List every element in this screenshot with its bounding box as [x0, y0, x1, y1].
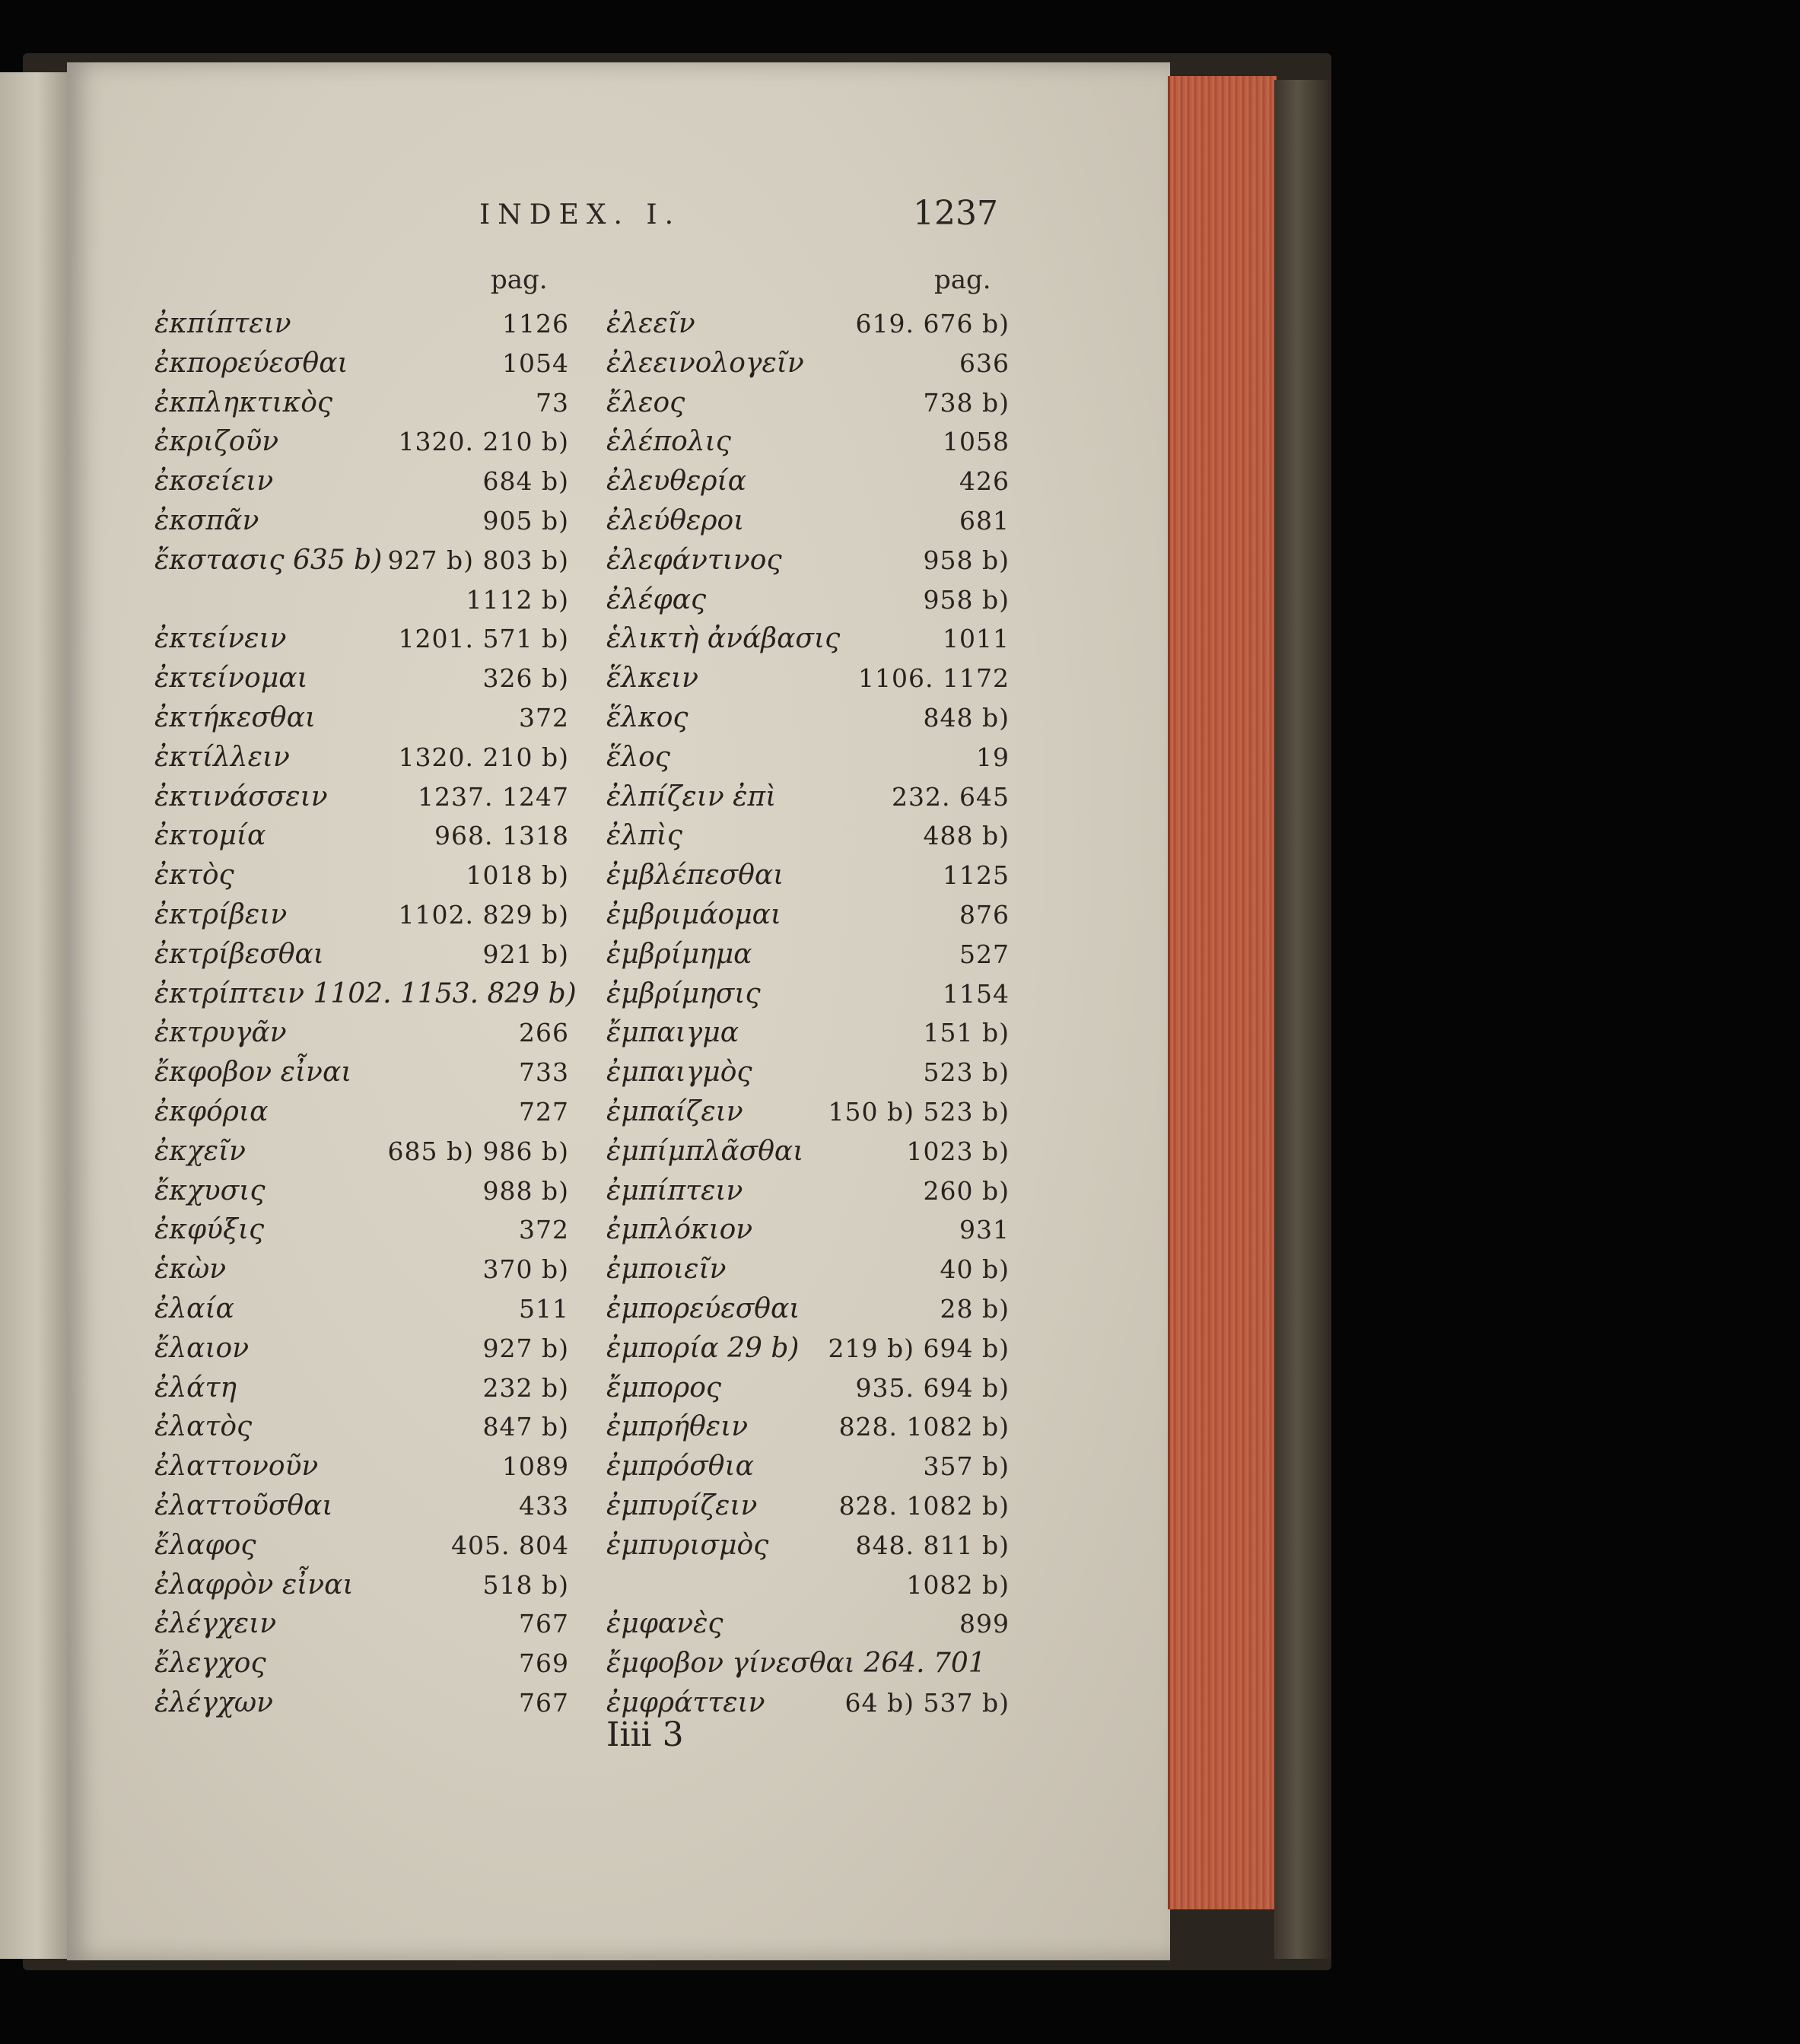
index-entry — [154, 738, 569, 777]
running-head: INDEX. I. — [479, 199, 682, 230]
index-entry — [154, 1683, 569, 1723]
index-term: ἐλάτη — [154, 1372, 237, 1403]
page-reference: 847 b) — [482, 1412, 569, 1442]
cover-leather — [1274, 80, 1331, 1959]
index-term: ἐκπορεύεσθαι — [154, 347, 348, 379]
index-entry — [606, 1644, 1010, 1683]
index-term: ἔκφοβον εἶναι — [154, 1057, 352, 1089]
index-entry — [606, 1250, 1010, 1289]
index-term: ἐκτρίπτειν 1102. 1153. 829 b) — [154, 977, 577, 1009]
page-fore-edge — [1168, 76, 1277, 1909]
page-reference: 828. 1082 b) — [838, 1490, 1010, 1521]
index-entry — [154, 1171, 569, 1211]
page-reference: 769 — [519, 1648, 569, 1679]
index-term: ἐμβρίμημα — [606, 938, 752, 970]
page-reference: 927 b) — [482, 1333, 569, 1363]
index-entry — [154, 659, 569, 698]
index-entry — [606, 1171, 1010, 1211]
page-reference: 738 b) — [923, 387, 1010, 418]
index-term: ἐμβλέπεσθαι — [606, 860, 784, 892]
page-reference: 40 b) — [940, 1254, 1010, 1285]
index-term: ἐλευθερία — [606, 466, 746, 497]
index-entry — [606, 422, 1010, 462]
index-term: ἐλεεῖν — [606, 308, 695, 339]
index-entry — [154, 1092, 569, 1132]
index-term: ἐλαττοῦσθαι — [154, 1489, 333, 1521]
page-reference: 527 — [959, 939, 1010, 969]
page-reference: 232 b) — [482, 1372, 569, 1403]
index-entry — [154, 698, 569, 738]
page-reference: 511 — [519, 1293, 569, 1324]
page-reference: 727 — [519, 1096, 569, 1127]
page-reference: 426 — [959, 466, 1010, 497]
pag-label-left: pag. — [491, 265, 548, 295]
page-reference: 433 — [519, 1490, 569, 1521]
index-term: ἐκριζοῦν — [154, 426, 279, 458]
index-term: ἐμπίμπλᾶσθαι — [606, 1135, 804, 1167]
index-entry — [154, 1368, 569, 1408]
index-entry — [154, 462, 569, 501]
index-term: ἐκτρίβεσθαι — [154, 938, 324, 970]
index-entry — [606, 1566, 1010, 1605]
index-entry — [606, 738, 1010, 777]
index-entry — [606, 895, 1010, 935]
left-index-column — [154, 304, 577, 1723]
index-entry — [606, 856, 1010, 895]
page-reference: 372 — [519, 702, 569, 733]
page-reference: 405. 804 — [451, 1530, 569, 1560]
index-term: ἐκτὸς — [154, 860, 234, 892]
index-term: ἔλεγχος — [154, 1648, 266, 1680]
index-entry — [154, 422, 569, 462]
page-reference: 1320. 210 b) — [398, 427, 569, 457]
index-term: ἐκτήκεσθαι — [154, 701, 316, 733]
index-entry — [606, 1526, 1010, 1566]
index-term: ἐμπρόσθια — [606, 1451, 754, 1483]
index-entry — [606, 659, 1010, 698]
index-term: ἐμπαιγμὸς — [606, 1057, 752, 1089]
page-reference: 1125 — [943, 860, 1010, 891]
index-term: ἐκτίλλειν — [154, 741, 290, 773]
page-reference: 958 b) — [923, 545, 1010, 575]
index-entry — [606, 462, 1010, 501]
page-reference: 372 — [519, 1215, 569, 1245]
index-entry — [606, 935, 1010, 974]
page-reference: 150 b) 523 b) — [828, 1096, 1010, 1127]
page-reference: 958 b) — [923, 584, 1010, 615]
index-term: ἐκσείειν — [154, 466, 274, 497]
page-reference: 73 — [536, 387, 569, 418]
index-term: ἕλκειν — [606, 663, 699, 695]
page-reference: 931 — [959, 1215, 1010, 1245]
index-entry — [154, 777, 569, 817]
page-reference: 935. 694 b) — [855, 1372, 1010, 1403]
index-entry — [606, 1447, 1010, 1486]
index-entry — [154, 1566, 569, 1605]
index-term: ἐμπαίζειν — [606, 1095, 743, 1127]
page-reference: 64 b) 537 b) — [844, 1687, 1010, 1718]
page-reference: 685 b) 986 b) — [387, 1136, 569, 1166]
page-reference: 636 — [959, 348, 1010, 378]
index-term: ἐμπλόκιον — [606, 1214, 753, 1246]
index-entry — [606, 1132, 1010, 1171]
index-term: ἐλεύθεροι — [606, 504, 745, 536]
index-term: ἔλεος — [606, 386, 685, 418]
index-entry — [154, 1250, 569, 1289]
page-reference: 523 b) — [923, 1057, 1010, 1088]
page-reference: 518 b) — [482, 1569, 569, 1600]
page-reference: 1023 b) — [906, 1136, 1010, 1166]
index-entry — [606, 1289, 1010, 1329]
page-reference: 28 b) — [940, 1293, 1010, 1324]
index-term: ἐκτρίβειν — [154, 898, 288, 930]
index-term: ἑκὼν — [154, 1254, 227, 1286]
index-term: ἐμφράττειν — [606, 1686, 765, 1718]
index-entry — [606, 541, 1010, 580]
index-term: ἐλατὸς — [154, 1411, 253, 1443]
page-reference: 1154 — [943, 978, 1010, 1009]
page-reference: 357 b) — [923, 1451, 1010, 1482]
index-entry — [154, 1486, 569, 1526]
page-reference: 921 b) — [482, 939, 569, 969]
index-entry — [154, 383, 569, 423]
index-entry — [154, 344, 569, 383]
page-reference: 767 — [519, 1609, 569, 1639]
index-entry — [154, 1289, 569, 1329]
index-entry — [606, 816, 1010, 856]
index-term: ἐλέφας — [606, 583, 707, 615]
index-term: ἐμπίπτειν — [606, 1175, 743, 1206]
page-reference: 848. 811 b) — [855, 1530, 1010, 1560]
page-reference: 1089 — [502, 1451, 569, 1482]
index-term: ἐλεφάντινος — [606, 544, 782, 576]
page-reference: 151 b) — [923, 1018, 1010, 1048]
index-entry — [154, 816, 569, 856]
page-reference: 733 — [519, 1057, 569, 1088]
index-entry — [606, 1013, 1010, 1053]
page-reference: 681 — [959, 505, 1010, 536]
index-entry — [606, 580, 1010, 620]
index-term: ἐμπυρίζειν — [606, 1489, 758, 1521]
index-entry — [154, 580, 569, 620]
index-entry — [154, 974, 577, 1014]
index-entry — [606, 1486, 1010, 1526]
page-reference: 767 — [519, 1687, 569, 1718]
index-term: ἐμπρήθειν — [606, 1411, 749, 1443]
index-entry — [606, 619, 1010, 659]
index-entry — [154, 935, 569, 974]
index-entry — [606, 1604, 1010, 1644]
index-term: ἕλος — [606, 741, 670, 773]
index-entry — [154, 1407, 569, 1447]
index-term: ἐλέγχων — [154, 1686, 274, 1718]
page-reference: 876 — [959, 899, 1010, 930]
index-entry — [154, 1013, 569, 1053]
page-reference: 370 b) — [482, 1254, 569, 1285]
index-entry — [606, 1053, 1010, 1092]
index-entry — [606, 974, 1010, 1014]
page-reference: 488 b) — [923, 821, 1010, 851]
page-reference: 848 b) — [923, 702, 1010, 733]
page-reference: 1320. 210 b) — [398, 742, 569, 772]
index-term: ἔλαιον — [154, 1332, 250, 1364]
page-reference: 1018 b) — [466, 860, 569, 891]
page-reference: 1126 — [502, 309, 569, 339]
index-term: ἐκπληκτικὸς — [154, 386, 333, 418]
index-entry — [154, 1604, 569, 1644]
index-term: ἐμπυρισμὸς — [606, 1529, 769, 1561]
index-term: ἐκτείνειν — [154, 623, 287, 655]
index-entry — [606, 344, 1010, 383]
page-reference: 1237. 1247 — [418, 781, 569, 812]
page-reference: 1058 — [943, 427, 1010, 457]
index-term: ἐμποιεῖν — [606, 1254, 727, 1286]
index-term: ἔμφοβον γίνεσθαι 264. 701 — [606, 1648, 986, 1680]
page-reference: 684 b) — [482, 466, 569, 497]
index-entry — [154, 1329, 569, 1368]
index-term: ἐλπὶς — [606, 820, 683, 852]
index-entry — [606, 1092, 1010, 1132]
index-entry — [606, 1407, 1010, 1447]
page-reference: 968. 1318 — [434, 821, 569, 851]
index-entry — [606, 1329, 1010, 1368]
index-entry — [154, 501, 569, 541]
index-term: ἐκτρυγᾶν — [154, 1017, 287, 1049]
right-index-column — [606, 304, 1010, 1723]
page-reference: 1102. 829 b) — [398, 899, 569, 930]
pag-label-right: pag. — [934, 265, 991, 295]
index-entry — [154, 1210, 569, 1250]
index-term: ἔκχυσις — [154, 1175, 266, 1206]
page-reference: 1112 b) — [466, 584, 569, 615]
page-reference: 1082 b) — [906, 1569, 1010, 1600]
index-entry — [154, 856, 569, 895]
index-entry — [606, 501, 1010, 541]
index-entry — [606, 1210, 1010, 1250]
index-term: ἑλικτὴ ἀνάβασις — [606, 623, 841, 655]
index-term: ἐκχεῖν — [154, 1135, 246, 1167]
page-reference: 828. 1082 b) — [838, 1412, 1010, 1442]
page-reference: 219 b) 694 b) — [828, 1333, 1010, 1363]
page-reference: 619. 676 b) — [855, 309, 1010, 339]
signature-mark: Iiii 3 — [606, 1715, 684, 1754]
page-reference: 988 b) — [482, 1175, 569, 1206]
index-term: ἐλεεινολογεῖν — [606, 347, 804, 379]
index-term: ἐλπίζειν ἐπὶ — [606, 780, 777, 812]
index-entry — [606, 698, 1010, 738]
index-term: ἐκσπᾶν — [154, 504, 259, 536]
index-term: ἔκστασις 635 b) — [154, 544, 383, 576]
page-reference: 326 b) — [482, 663, 569, 694]
index-term: ἐμφανὲς — [606, 1608, 723, 1640]
index-term: ἐλέγχειν — [154, 1608, 277, 1640]
index-term: ἕλκος — [606, 701, 689, 733]
index-entry — [154, 304, 569, 344]
index-term: ἐμβρίμησις — [606, 977, 761, 1009]
page-reference: 260 b) — [923, 1175, 1010, 1206]
index-entry — [606, 777, 1010, 817]
page-reference: 1201. 571 b) — [398, 624, 569, 654]
page-reference: 899 — [959, 1609, 1010, 1639]
left-facing-page — [0, 72, 67, 1959]
page-number: 1237 — [913, 194, 998, 233]
index-entry — [154, 1132, 569, 1171]
index-entry — [154, 1447, 569, 1486]
index-entry — [154, 541, 569, 580]
page-reference: 266 — [519, 1018, 569, 1048]
index-term: ἔμπαιγμα — [606, 1017, 739, 1049]
index-entry — [606, 383, 1010, 423]
index-term: ἐκτινάσσειν — [154, 780, 328, 812]
index-term: ἐλαττονοῦν — [154, 1451, 319, 1483]
index-term: ἐκτομία — [154, 820, 266, 852]
index-term: ἐκφύξις — [154, 1214, 265, 1246]
index-entry — [154, 895, 569, 935]
index-entry — [154, 1644, 569, 1683]
page-reference: 232. 645 — [892, 781, 1010, 812]
page-reference: 19 — [976, 742, 1010, 772]
index-term: ἐμβριμάομαι — [606, 898, 782, 930]
index-entry — [154, 1053, 569, 1092]
page-reference: 1054 — [502, 348, 569, 378]
index-term: ἐκτείνομαι — [154, 663, 308, 695]
index-entry — [606, 304, 1010, 344]
index-term: ἐλαφρὸν εἶναι — [154, 1569, 354, 1601]
index-term: ἑλέπολις — [606, 426, 731, 458]
index-term: ἔλαφος — [154, 1529, 256, 1561]
page-reference: 905 b) — [482, 505, 569, 536]
index-entry — [154, 619, 569, 659]
page-reference: 1106. 1172 — [858, 663, 1010, 694]
index-term: ἐμπορεύεσθαι — [606, 1292, 800, 1324]
index-term: ἐμπορία 29 b) — [606, 1332, 800, 1364]
index-term: ἐλαία — [154, 1292, 234, 1324]
page-reference: 1011 — [943, 624, 1010, 654]
index-term: ἐκφόρια — [154, 1095, 269, 1127]
page-reference: 927 b) 803 b) — [387, 545, 569, 575]
index-entry — [606, 1368, 1010, 1408]
index-entry — [154, 1526, 569, 1566]
index-term: ἐκπίπτειν — [154, 308, 291, 339]
index-term: ἔμπορος — [606, 1372, 722, 1403]
